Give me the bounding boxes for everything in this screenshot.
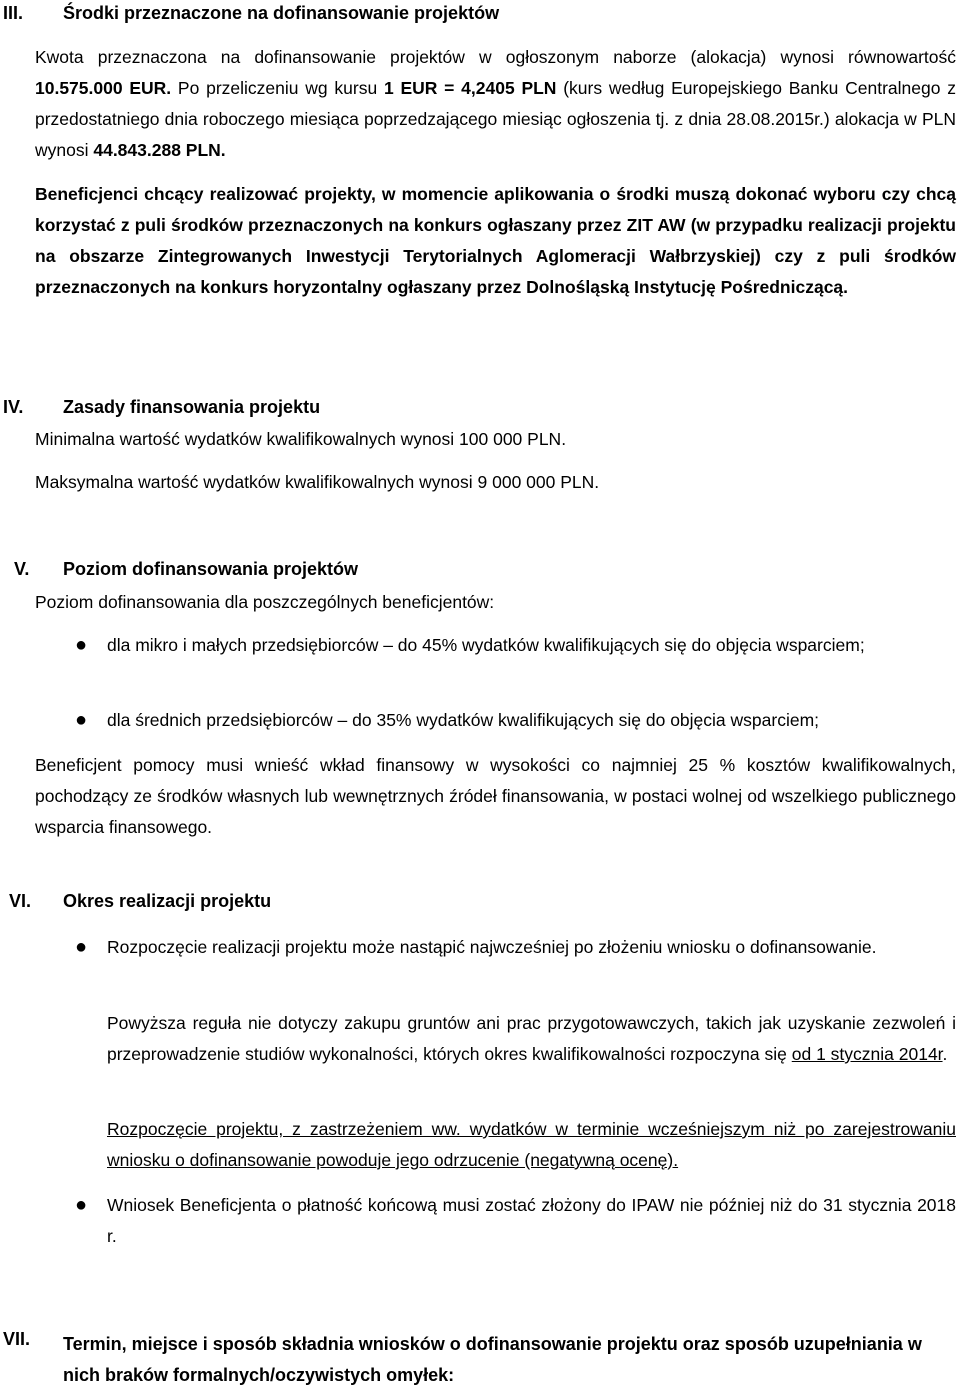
allocation-text-intro: Kwota przeznaczona na dofinansowanie projektów w ogłoszonym naborze (alokacja) wynosi równowartość — [35, 47, 956, 67]
exception-paragraph — [107, 1008, 956, 1070]
section-title-iii: Środki przeznaczone na dofinansowanie projektów — [63, 3, 500, 23]
section-number-vii: VII. — [3, 1329, 31, 1349]
beneficiaries-paragraph: Beneficjenci chcący realizować projekty, w momencie aplikowania o środki muszą dokonać wyboru czy chcą korzystać z puli środków przeznaczonych na konkurs ogłaszany przez ZIT AW (w przypadku realizacji projektu na obszarze Zintegrowanych Inwestycji Terytorialnych Aglomeracji Wałbrzyskiej) czy z puli środków przeznaczonych na konkurs horyzontalny ogłaszany przez Dolnośląską Instytucję Pośredniczącą. — [35, 184, 956, 297]
exception-end: . — [942, 1044, 948, 1064]
max-value-line: Maksymalna wartość wydatków kwalifikowalnych wynosi 9 000 000 PLN. — [35, 472, 600, 492]
funding-intro: Poziom dofinansowania dla poszczególnych beneficjentów: — [35, 592, 495, 612]
eligibility-date: od 1 stycznia 2014r — [791, 1044, 943, 1064]
allocation-amount-eur: 10.575.000 EUR. — [35, 78, 172, 98]
section-number-v: V. — [14, 559, 30, 579]
min-value-line: Minimalna wartość wydatków kwalifikowalnych wynosi 100 000 PLN. — [35, 429, 567, 449]
section-title-vi: Okres realizacji projektu — [63, 891, 272, 911]
section-title-iv: Zasady finansowania projektu — [63, 397, 321, 417]
bullet-icon: ● — [75, 709, 88, 731]
allocation-amount-pln: 44.843.288 PLN. — [93, 140, 226, 160]
allocation-text-mid2: (kurs według Europejskiego Banku Centralnego z przedostatniego dnia roboczego miesiąca poprzedzającego miesiąc ogłoszenia tj. z dnia 28.08.2015r.) alokacja w PLN wynosi — [35, 78, 956, 160]
funding-bullet-small: dla mikro i małych przedsiębiorców – do 45% wydatków kwalifikujących się do objęcia wsparciem; — [107, 635, 865, 655]
bullet-icon: ● — [75, 634, 88, 656]
own-contribution-paragraph: Beneficjent pomocy musi wnieść wkład finansowy w wysokości co najmniej 25 % kosztów kwalifikowalnych, pochodzący ze środków własnych lub wewnętrznych źródeł finansowania, w postaci wolnej od wszelkiego publicznego wsparcia finansowego. — [35, 755, 956, 837]
rejection-note: Rozpoczęcie projektu, z zastrzeżeniem ww. wydatków w terminie wcześniejszym niż po zarejestrowaniu wniosku o dofinansowanie powoduje jego odrzucenie (negatywną ocenę). — [107, 1119, 956, 1170]
section-number-vi: VI. — [9, 891, 32, 911]
exception-text: Powyższa reguła nie dotyczy zakupu gruntów ani prac przygotowawczych, takich jak uzyskanie zezwoleń i przeprowadzenie studiów wykonalności, których okres kwalifikowalności rozpoczyna się — [107, 1013, 956, 1064]
section-title-vii: Termin, miejsce i sposób składnia wniosków o dofinansowanie projektu oraz sposób uzupełniania w nich braków formalnych/oczywistych omyłek: — [63, 1334, 922, 1385]
section-number-iii: III. — [3, 3, 24, 23]
allocation-paragraph — [35, 42, 956, 166]
bullet-icon: ● — [75, 1194, 88, 1216]
final-payment-bullet: Wniosek Beneficjenta o płatność końcową musi zostać złożony do IPAW nie później niż do 31 stycznia 2018 r. — [107, 1195, 956, 1246]
bullet-icon: ● — [75, 936, 88, 958]
exchange-rate: 1 EUR = 4,2405 PLN — [383, 78, 557, 98]
allocation-text-mid: Po przeliczeniu wg kursu — [171, 78, 384, 98]
funding-bullet-medium: dla średnich przedsiębiorców – do 35% wydatków kwalifikujących się do objęcia wsparciem; — [107, 710, 820, 730]
section-title-v: Poziom dofinansowania projektów — [63, 559, 359, 579]
section-number-iv: IV. — [3, 397, 24, 417]
project-start-bullet: Rozpoczęcie realizacji projektu może nastąpić najwcześniej po złożeniu wniosku o dofinansowanie. — [107, 937, 877, 957]
